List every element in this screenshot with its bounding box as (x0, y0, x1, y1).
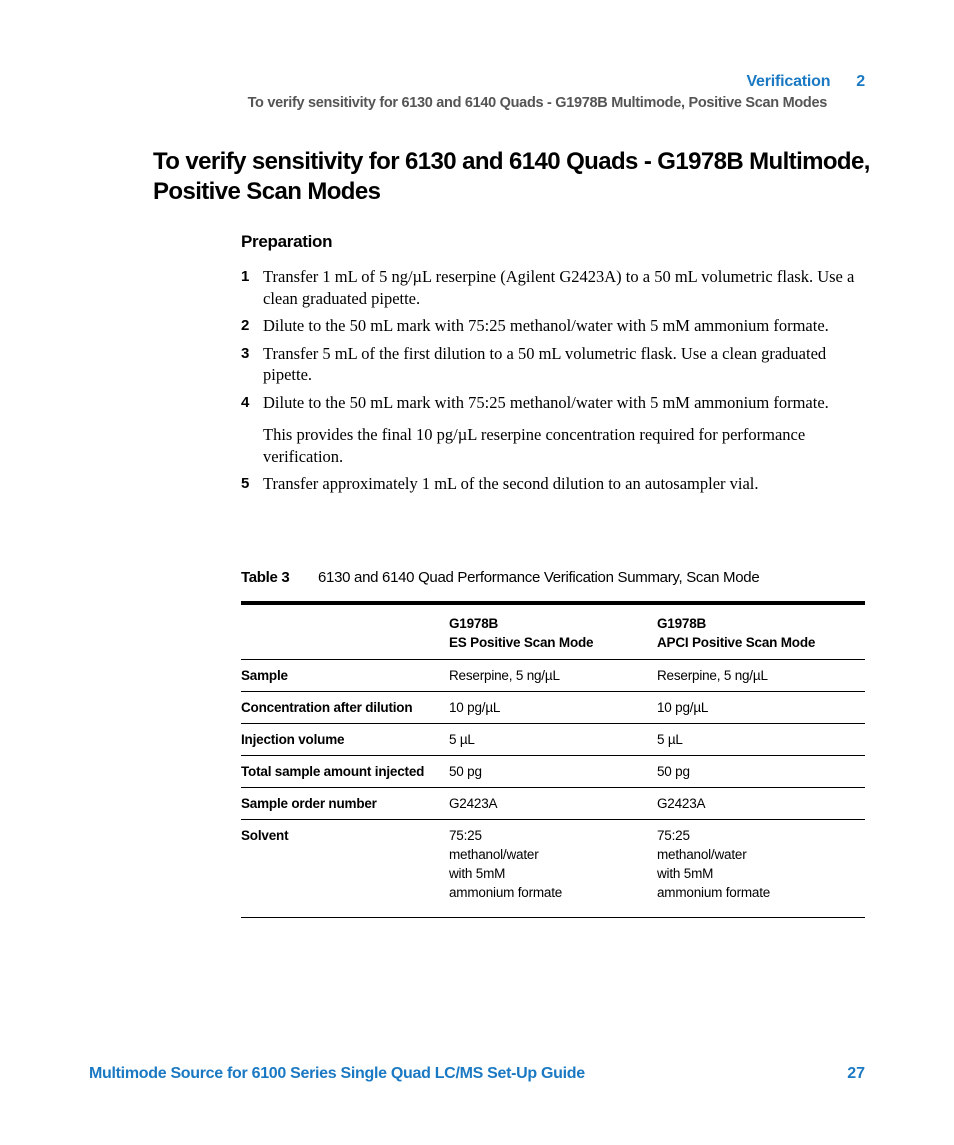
cell-apci-line: 5 µL (657, 732, 683, 747)
footer-guide-title: Multimode Source for 6100 Series Single Quad LC/MS Set-Up Guide (89, 1065, 585, 1082)
step-text: Dilute to the 50 mL mark with 75:25 methanol/water with 5 mM ammonium formate. (263, 392, 829, 412)
cell-apci-line: 50 pg (657, 764, 690, 779)
preparation-step (241, 315, 866, 337)
header-apci-mode: APCI Positive Scan Mode (657, 635, 816, 650)
table-row (241, 820, 865, 918)
chapter-number: 2 (856, 73, 865, 90)
preparation-step (241, 392, 866, 468)
cell-es (449, 724, 657, 756)
cell-es (449, 788, 657, 820)
verification-summary-table (241, 601, 865, 918)
running-header-section: To verify sensitivity for 6130 and 6140 Quads - G1978B Multimode, Positive Scan Modes (247, 95, 827, 111)
header-apci-column (657, 603, 865, 660)
header-es-column (449, 603, 657, 660)
cell-es-line: G2423A (449, 796, 498, 811)
step-text: Transfer 5 mL of the first dilution to a 50 mL volumetric flask. Use a clean graduated pipette. (263, 343, 827, 384)
preparation-step (241, 343, 866, 386)
cell-apci (657, 692, 865, 724)
step-number: 3 (241, 344, 250, 362)
step-number: 5 (241, 475, 250, 492)
row-label: Solvent (241, 828, 289, 843)
cell-apci (657, 756, 865, 788)
cell-es (449, 660, 657, 692)
cell-es-line: 5 µL (449, 732, 475, 747)
row-label: Sample (241, 660, 449, 692)
step-number: 2 (241, 317, 250, 334)
cell-apci-line: Reserpine, 5 ng/µL (657, 668, 768, 683)
cell-es-line: 50 pg (449, 764, 482, 779)
cell-apci (657, 820, 865, 918)
preparation-heading: Preparation (241, 232, 333, 251)
cell-es-line: Reserpine, 5 ng/µL (449, 668, 560, 683)
table-row (241, 788, 865, 820)
header-apci-model: G1978B (657, 616, 707, 631)
table-row (241, 724, 865, 756)
cell-apci (657, 788, 865, 820)
footer-page-number: 27 (847, 1065, 865, 1082)
table-header-row (241, 603, 865, 660)
row-label: Concentration after dilution (241, 692, 449, 724)
cell-apci (657, 724, 865, 756)
cell-es (449, 756, 657, 788)
cell-apci-line: 10 pg/µL (657, 700, 709, 715)
cell-es-line: with 5mM (449, 866, 506, 881)
header-es-mode: ES Positive Scan Mode (449, 635, 594, 650)
cell-apci (657, 660, 865, 692)
cell-es (449, 820, 657, 918)
table-caption-text: 6130 and 6140 Quad Performance Verification Summary, Scan Mode (318, 569, 760, 586)
cell-es-line: methanol/water (449, 847, 539, 862)
cell-apci-line: ammonium formate (657, 885, 771, 900)
row-label: Injection volume (241, 724, 449, 756)
header-es-model: G1978B (449, 616, 499, 631)
table-body (241, 660, 865, 918)
cell-es-line: ammonium formate (449, 885, 563, 900)
table-row (241, 692, 865, 724)
step-number: 1 (241, 268, 250, 285)
cell-apci-line: with 5mM (657, 866, 714, 881)
step-text: Transfer approximately 1 mL of the second dilution to an autosampler vial. (263, 474, 759, 493)
cell-es-line: 75:25 (449, 828, 482, 843)
page-title: To verify sensitivity for 6130 and 6140 Quads - G1978B Multimode, Positive Scan Modes (153, 148, 870, 205)
row-label: Total sample amount injected (241, 756, 449, 788)
cell-apci-line: 75:25 (657, 828, 690, 843)
cell-es (449, 692, 657, 724)
step-text: Dilute to the 50 mL mark with 75:25 methanol/water with 5 mM ammonium formate. (263, 316, 829, 335)
running-header-chapter (746, 73, 865, 91)
cell-apci-line: G2423A (657, 796, 706, 811)
table-row (241, 660, 865, 692)
cell-apci-line: methanol/water (657, 847, 747, 862)
row-label: Sample order number (241, 788, 449, 820)
step-note: This provides the final 10 pg/µL reserpine concentration required for performance verification. (263, 425, 806, 466)
chapter-title: Verification (746, 73, 831, 90)
table-row (241, 756, 865, 788)
preparation-steps (241, 266, 866, 501)
table-caption-label: Table 3 (241, 569, 290, 586)
step-text: Transfer 1 mL of 5 ng/µL reserpine (Agilent G2423A) to a 50 mL volumetric flask. Use a clean graduated pipette. (263, 267, 855, 308)
header-empty-cell (241, 603, 449, 660)
step-number: 4 (241, 393, 250, 411)
table-caption (241, 569, 759, 586)
cell-es-line: 10 pg/µL (449, 700, 501, 715)
preparation-step (241, 473, 866, 495)
preparation-step (241, 266, 866, 309)
